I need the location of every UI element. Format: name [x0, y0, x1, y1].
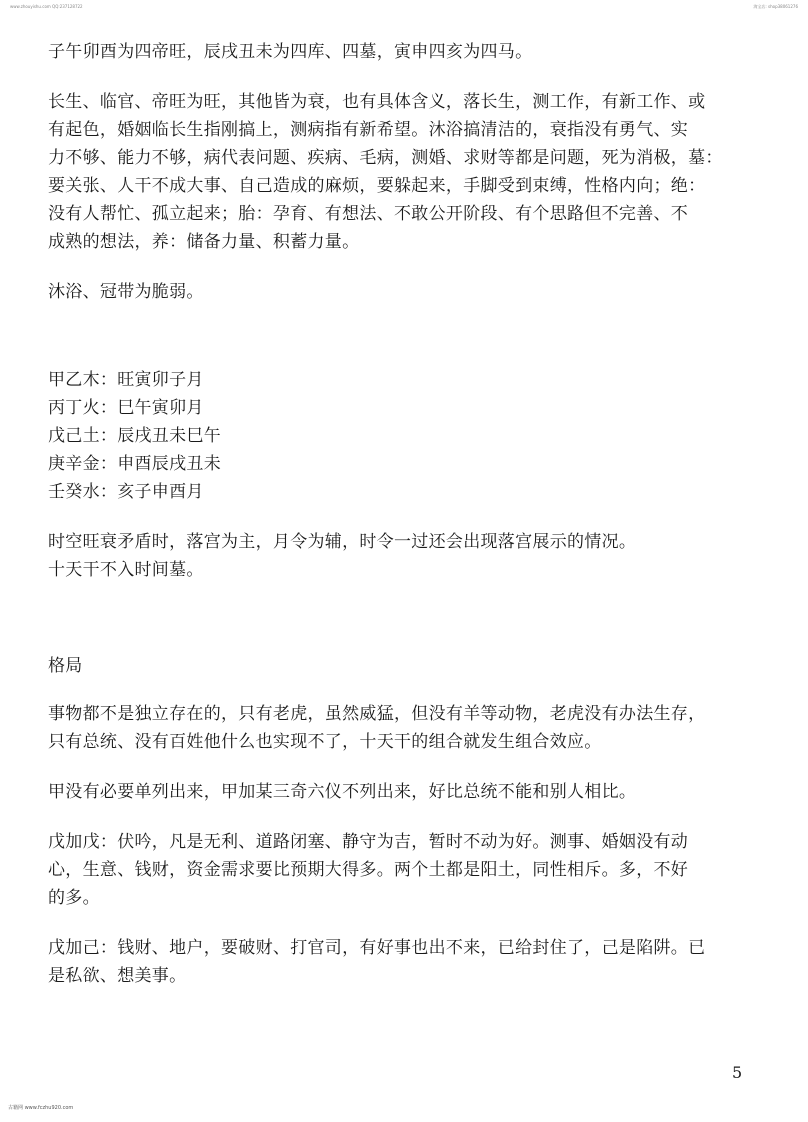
list-item: 壬癸水：亥子申酉月: [48, 482, 204, 502]
text-line: 心，生意、钱财，资金需求要比预期大得多。两个土都是阳土，同性相斥。多，不好: [48, 860, 689, 880]
text-line: 要关张、人干不成大事、自己造成的麻烦，要躲起来，手脚受到束缚，性格内向；绝：: [48, 176, 706, 196]
list-item: 甲乙木：旺寅卯子月: [48, 370, 204, 390]
paragraph-jia: [48, 778, 768, 806]
wangshuai-list: [48, 366, 768, 506]
list-item: 庚辛金：申酉辰戌丑未: [48, 454, 221, 474]
text-line: 的多。: [48, 888, 100, 908]
header-left-text: www.zhouyishu.com QQ:237128722: [10, 4, 83, 9]
list-item: 戊己土：辰戌丑未巳午: [48, 426, 221, 446]
paragraph-ge-ju: [48, 700, 768, 756]
text-line: 成熟的想法，养：储备力量、积蓄力量。: [48, 232, 360, 252]
text-line: 长生、临官、帝旺为旺，其他皆为衰，也有具体含义，落长生，测工作，有新工作、或: [48, 92, 706, 112]
paragraph-wu-jia-wu: [48, 828, 768, 912]
text-line: 子午卯酉为四帝旺，辰戌丑未为四库、四墓，寅申四亥为四马。: [48, 42, 533, 62]
text-line: 是私欲、想美事。: [48, 966, 187, 986]
paragraph-shi-kong: [48, 528, 768, 584]
text-line: 没有人帮忙、孤立起来；胎：孕育、有想法、不敢公开阶段、有个思路但不完善、不: [48, 204, 689, 224]
paragraph-mu-yu: [48, 278, 768, 306]
heading-text: 格局: [48, 656, 83, 676]
page-number: 5: [732, 1063, 743, 1082]
text-line: 有起色，婚姻临长生指刚搞上，测病指有新希望。沐浴搞清洁的，衰指没有勇气、实: [48, 120, 689, 140]
text-line: 时空旺衰矛盾时，落宫为主，月令为辅，时令一过还会出现落宫展示的情况。: [48, 532, 637, 552]
text-line: 戊加己：钱财、地户，要破财、打官司，有好事也出不来，已给封住了，己是陷阱。已: [48, 938, 706, 958]
text-line: 戊加戊：伏吟，凡是无利、道路闭塞、静守为吉，暂时不动为好。测事、婚姻没有动: [48, 832, 689, 852]
text-line: 力不够、能力不够，病代表问题、疾病、毛病，测婚、求财等都是问题，死为消极，墓：: [48, 148, 723, 168]
text-line: 十天干不入时间墓。: [48, 560, 204, 580]
paragraph-wu-jia-ji: [48, 934, 768, 990]
header-right-text: 淘宝店: shop38061276: [753, 4, 798, 9]
text-line: 只有总统、没有百姓他什么也实现不了，十天干的组合就发生组合效应。: [48, 732, 602, 752]
text-line: 甲没有必要单列出来，甲加某三奇六仪不列出来，好比总统不能和别人相比。: [48, 782, 637, 802]
text-line: 事物都不是独立存在的，只有老虎，虽然威猛，但没有羊等动物，老虎没有办法生存，: [48, 704, 706, 724]
section-heading: [48, 652, 768, 680]
text-line: 沐浴、冠带为脆弱。: [48, 282, 204, 302]
footer-url: 古籍网 www.fczhu920.com: [8, 1105, 74, 1111]
list-item: 丙丁火：巳午寅卯月: [48, 398, 204, 418]
paragraph-chang-sheng: [48, 88, 768, 256]
paragraph-di-wang: [48, 38, 768, 66]
document-body: [48, 38, 768, 1012]
